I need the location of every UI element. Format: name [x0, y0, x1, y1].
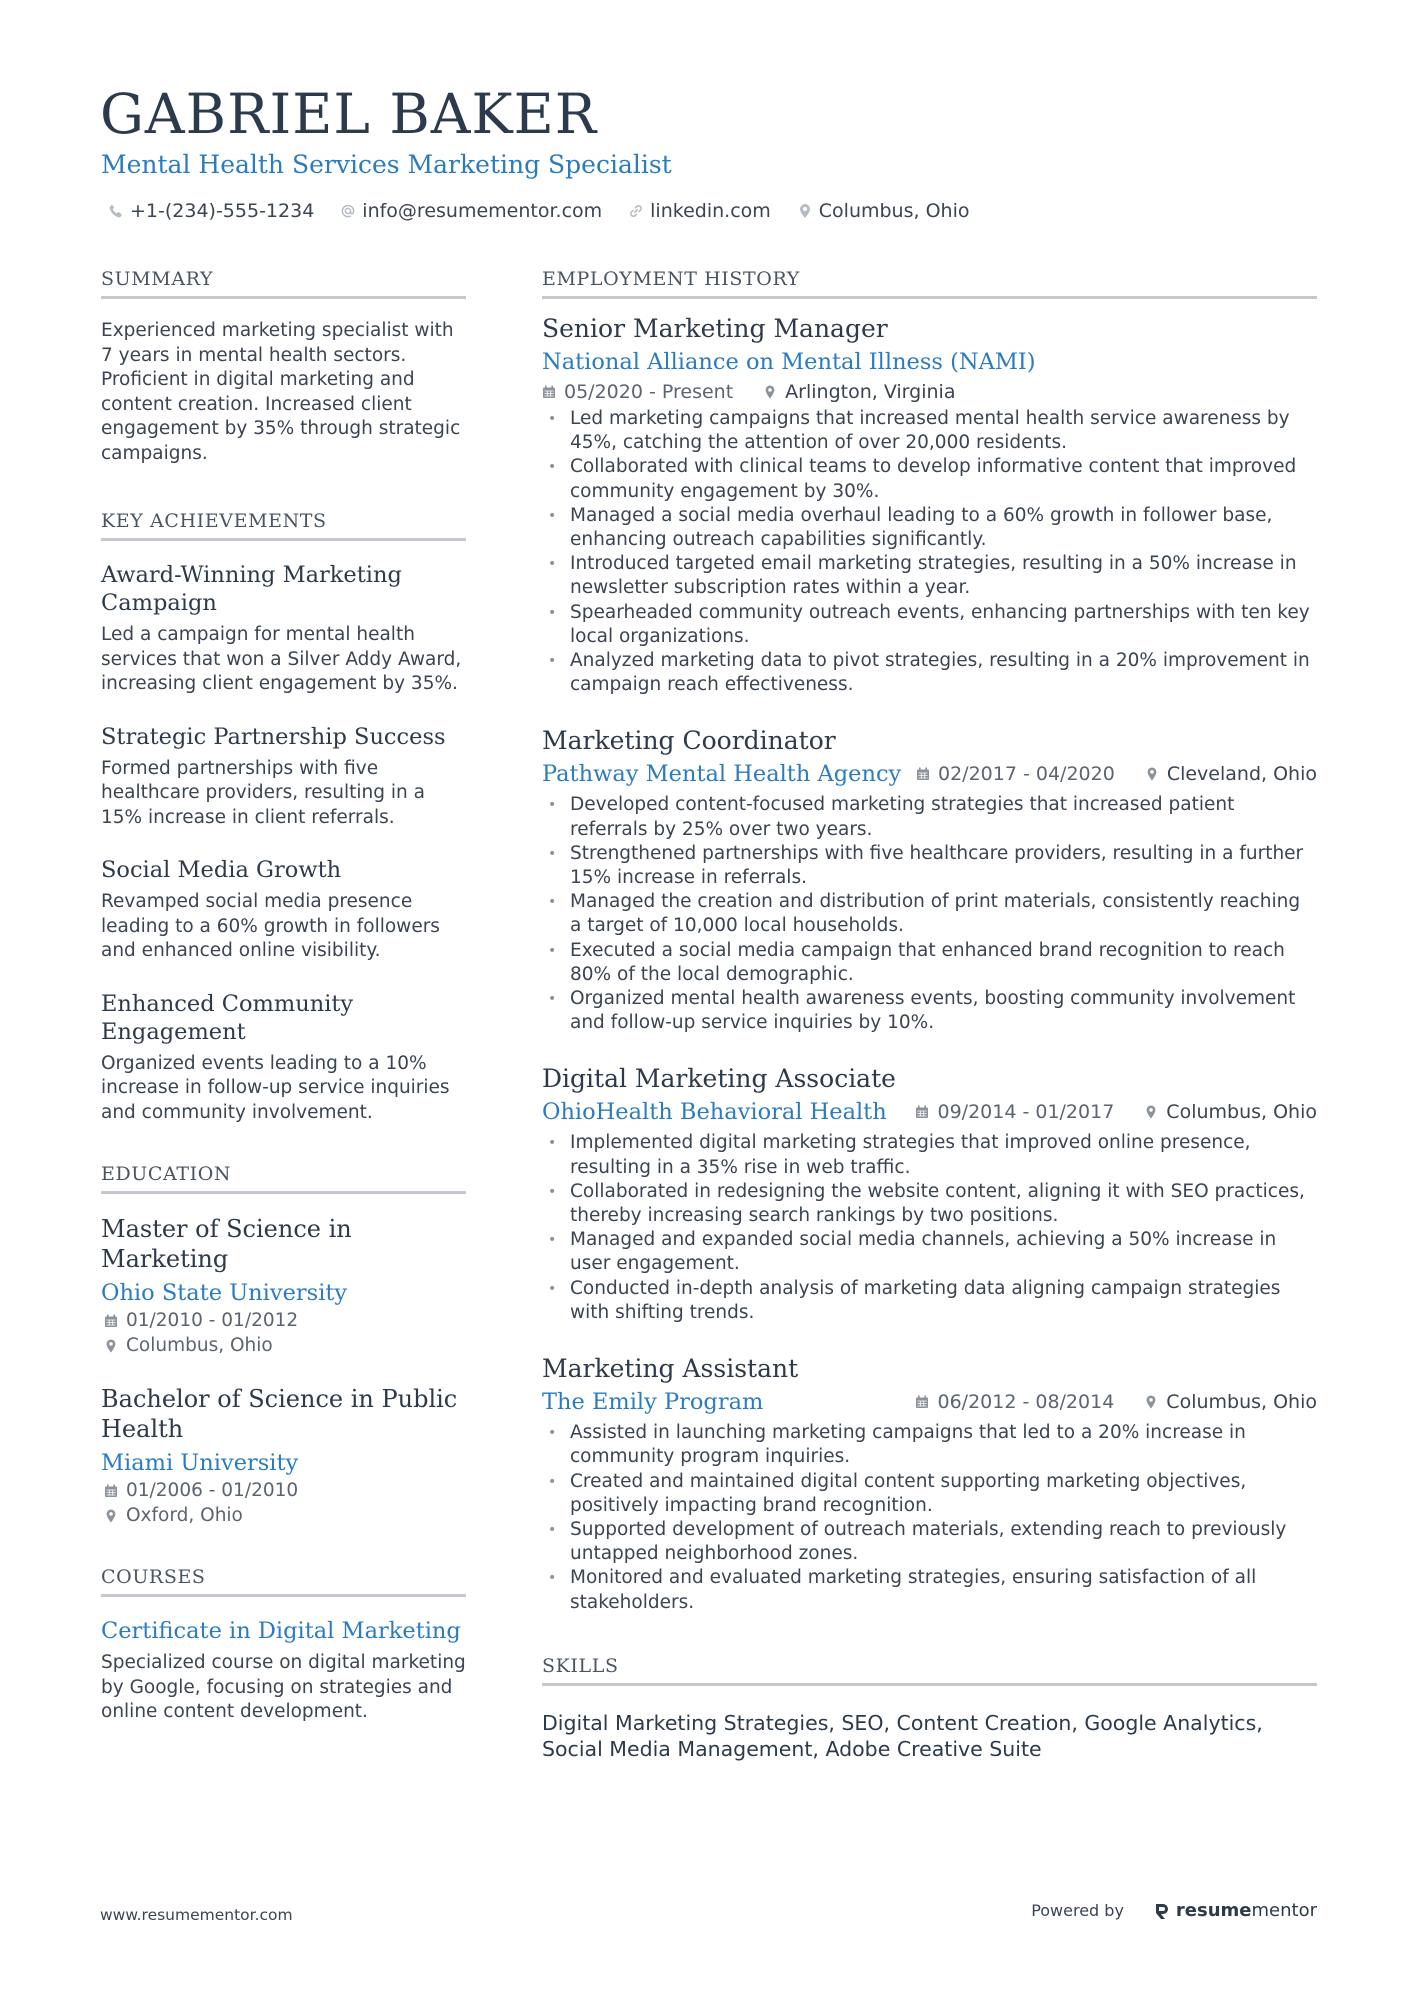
job-location	[1145, 763, 1317, 785]
job-dates	[916, 763, 1115, 785]
calendar-icon	[104, 1314, 118, 1328]
job-bullet: • Managed and expanded social media channels, achieving a 50% increase in user engagement.	[542, 1228, 1317, 1276]
job-title: Senior Marketing Manager	[542, 314, 888, 343]
location-icon	[1144, 1395, 1158, 1409]
course-title[interactable]: Certificate in Digital Marketing	[101, 1618, 461, 1644]
job-bullet: • Collaborated with clinical teams to develop informative content that improved community engagement by 30%.	[542, 455, 1317, 503]
job-dates	[915, 1101, 1114, 1123]
job-dates	[542, 381, 733, 403]
brand-logo-text-bold: resume	[1175, 1900, 1252, 1921]
job-item	[542, 1063, 1317, 1325]
job-bullets	[542, 1421, 1317, 1615]
education-dates-text: 01/2006 - 01/2010	[126, 1480, 299, 1501]
education-location	[104, 1333, 466, 1358]
job-dates	[915, 1391, 1114, 1413]
job-location-text: Cleveland, Ohio	[1166, 763, 1317, 786]
contact-bar	[108, 200, 969, 222]
job-item	[542, 725, 1317, 1035]
job-bullet: • Introduced targeted email marketing strategies, resulting in a 50% increase in newsletter subscription rates within a year.	[542, 552, 1317, 600]
contact-email[interactable]	[340, 200, 602, 222]
education-title: EDUCATION	[101, 1163, 466, 1194]
job-bullet: • Managed a social media overhaul leading to a 60% growth in follower base, enhancing outreach capabilities significantly.	[542, 504, 1317, 552]
job-bullet: • Developed content-focused marketing strategies that increased patient referrals by 25% over two years.	[542, 793, 1317, 841]
achievement-title: Award-Winning Marketing Campaign	[101, 562, 402, 616]
job-dates-text: 05/2020 - Present	[564, 381, 734, 403]
job-bullet: • Organized mental health awareness events, boosting community involvement and follow-up service inquiries by 10%.	[542, 987, 1317, 1035]
left-column	[101, 268, 466, 1725]
achievement-title: Social Media Growth	[101, 857, 342, 883]
job-bullet: • Executed a social media campaign that enhanced brand recognition to reach 80% of the local demographic.	[542, 939, 1317, 987]
achievement-text: Revamped social media presence leading to a 60% growth in followers and enhanced online visibility.	[101, 891, 440, 961]
contact-location-text: Columbus, Ohio	[818, 200, 970, 222]
course-text: Specialized course on digital marketing by Google, focusing on strategies and online content development.	[101, 1652, 466, 1722]
job-title: Digital Marketing Associate	[542, 1064, 896, 1094]
job-bullet: • Created and maintained digital content supporting marketing objectives, positively impacting brand recognition.	[542, 1470, 1317, 1518]
education-degree: Bachelor of Science in Public Health	[101, 1385, 458, 1443]
job-bullet: • Collaborated in redesigning the website content, aligning it with SEO practices, thereby increasing search rankings by two positions.	[542, 1180, 1317, 1228]
education-location-text: Columbus, Ohio	[126, 1335, 273, 1356]
calendar-icon	[916, 767, 930, 781]
education-location-text: Oxford, Ohio	[126, 1505, 243, 1526]
employment-title: EMPLOYMENT HISTORY	[542, 268, 1317, 299]
achievement-item	[101, 723, 466, 831]
job-dates-text: 02/2017 - 04/2020	[938, 763, 1115, 786]
location-icon	[1145, 767, 1159, 781]
achievement-text: Led a campaign for mental health services that won a Silver Addy Award, increasing client engagement by 35%.	[101, 624, 462, 694]
job-company[interactable]: OhioHealth Behavioral Health	[542, 1099, 887, 1126]
contact-phone-text: +1-(234)-555-1234	[130, 200, 315, 222]
achievement-text: Organized events leading to a 10% increase in follow-up service inquiries and community involvement.	[101, 1052, 450, 1123]
education-school[interactable]: Miami University	[101, 1450, 299, 1476]
job-line	[542, 759, 1317, 789]
achievement-item	[101, 856, 466, 964]
summary-title: SUMMARY	[101, 268, 466, 299]
location-icon	[1144, 1105, 1158, 1119]
job-title: Marketing Coordinator	[542, 726, 836, 756]
job-location	[1144, 1101, 1317, 1123]
education-dates	[104, 1308, 466, 1333]
calendar-icon	[104, 1484, 118, 1498]
job-meta	[915, 1101, 1317, 1123]
contact-linkedin-text: linkedin.com	[650, 200, 771, 222]
location-icon	[763, 385, 777, 399]
education-section	[101, 1163, 466, 1528]
education-item	[101, 1384, 466, 1528]
job-bullets	[542, 407, 1317, 697]
job-bullet: • Strengthened partnerships with five healthcare providers, resulting in a further 15% increase in referrals.	[542, 842, 1317, 890]
job-bullet: • Assisted in launching marketing campaigns that led to a 20% increase in community program inquiries.	[542, 1421, 1317, 1469]
education-degree: Master of Science in Marketing	[101, 1215, 352, 1273]
candidate-name: GABRIEL BAKER	[100, 82, 598, 146]
achievement-text: Formed partnerships with five healthcare providers, resulting in a 15% increase in client referrals.	[101, 757, 425, 828]
job-title: Marketing Assistant	[542, 1354, 799, 1384]
skills-text: Digital Marketing Strategies, SEO, Content Creation, Google Analytics, Social Media Management, Adobe Creative Suite	[542, 1710, 1263, 1761]
right-column	[542, 268, 1317, 1762]
achievement-item	[101, 990, 466, 1126]
job-bullet: • Analyzed marketing data to pivot strategies, resulting in a 20% improvement in campaign reach effectiveness.	[542, 649, 1317, 697]
job-bullet: • Implemented digital marketing strategies that improved online presence, resulting in a 35% rise in web traffic.	[542, 1131, 1317, 1179]
courses-section	[101, 1566, 466, 1725]
employment-section	[542, 268, 1317, 1615]
contact-location	[797, 200, 970, 222]
link-icon	[628, 203, 644, 219]
job-bullet: • Supported development of outreach materials, extending reach to previously untapped neighborhood zones.	[542, 1518, 1317, 1566]
job-bullet: • Monitored and evaluated marketing strategies, ensuring satisfaction of all stakeholders.	[542, 1566, 1317, 1614]
job-location-text: Columbus, Ohio	[1166, 1391, 1317, 1414]
education-dates-text: 01/2010 - 01/2012	[126, 1310, 299, 1331]
job-line	[542, 1097, 1317, 1127]
job-company[interactable]: Pathway Mental Health Agency	[542, 761, 902, 788]
job-company[interactable]: National Alliance on Mental Illness (NAMI)	[542, 349, 1036, 375]
job-item	[542, 1353, 1317, 1615]
skills-section	[542, 1655, 1317, 1762]
brand-logo-icon	[1154, 1902, 1170, 1920]
footer-website-link[interactable]: www.resumementor.com	[100, 1906, 293, 1924]
brand-logo[interactable]	[1154, 1900, 1317, 1921]
contact-phone[interactable]	[108, 200, 314, 222]
summary-section	[101, 268, 466, 466]
achievement-title: Enhanced Community Engagement	[101, 990, 354, 1045]
job-meta	[915, 1391, 1317, 1413]
at-icon	[340, 203, 356, 219]
powered-by-label: Powered by	[1031, 1901, 1124, 1920]
achievement-title: Strategic Partnership Success	[101, 723, 446, 750]
contact-email-text: info@resumementor.com	[362, 200, 603, 222]
job-dates-text: 09/2014 - 01/2017	[937, 1101, 1115, 1124]
job-location-text: Arlington, Virginia	[785, 381, 956, 403]
powered-by	[1031, 1900, 1317, 1921]
job-location	[763, 381, 955, 403]
location-icon	[797, 203, 813, 219]
job-meta	[542, 381, 1317, 403]
job-location	[1144, 1391, 1317, 1413]
location-icon	[104, 1509, 118, 1523]
calendar-icon	[915, 1395, 929, 1409]
summary-text: Experienced marketing specialist with 7 years in mental health sectors. Proficient in digital marketing and content creation. Increased client engagement by 35% through strategic campaigns.	[101, 320, 461, 464]
job-location-text: Columbus, Ohio	[1166, 1101, 1317, 1124]
phone-icon	[108, 203, 124, 219]
courses-title: COURSES	[101, 1566, 466, 1597]
education-item	[101, 1214, 466, 1358]
education-location	[104, 1503, 466, 1528]
job-dates-text: 06/2012 - 08/2014	[937, 1391, 1115, 1414]
job-meta	[916, 763, 1317, 785]
job-item	[542, 313, 1317, 697]
achievement-item	[101, 561, 466, 697]
skills-title: SKILLS	[542, 1655, 1317, 1686]
job-bullet: • Led marketing campaigns that increased mental health service awareness by 45%, catching the attention of over 20,000 residents.	[542, 407, 1317, 455]
contact-linkedin[interactable]	[628, 200, 771, 222]
achievements-section	[101, 510, 466, 1125]
job-company[interactable]: The Emily Program	[542, 1389, 764, 1416]
calendar-icon	[542, 385, 556, 399]
job-bullet: • Spearheaded community outreach events, enhancing partnerships with ten key local organizations.	[542, 601, 1317, 649]
education-dates	[104, 1478, 466, 1503]
course-item	[101, 1617, 466, 1725]
job-bullet: • Managed the creation and distribution of print materials, consistently reaching a target of 10,000 local households.	[542, 890, 1317, 938]
job-bullets	[542, 1131, 1317, 1325]
calendar-icon	[915, 1105, 929, 1119]
candidate-role: Mental Health Services Marketing Specialist	[101, 150, 672, 179]
job-line	[542, 1387, 1317, 1417]
brand-logo-text-regular: mentor	[1251, 1900, 1317, 1921]
achievements-title: KEY ACHIEVEMENTS	[101, 510, 466, 541]
education-school[interactable]: Ohio State University	[101, 1280, 348, 1306]
location-icon	[104, 1339, 118, 1353]
job-bullet: • Conducted in-depth analysis of marketing data aligning campaign strategies with shifting trends.	[542, 1277, 1317, 1325]
job-bullets	[542, 793, 1317, 1035]
